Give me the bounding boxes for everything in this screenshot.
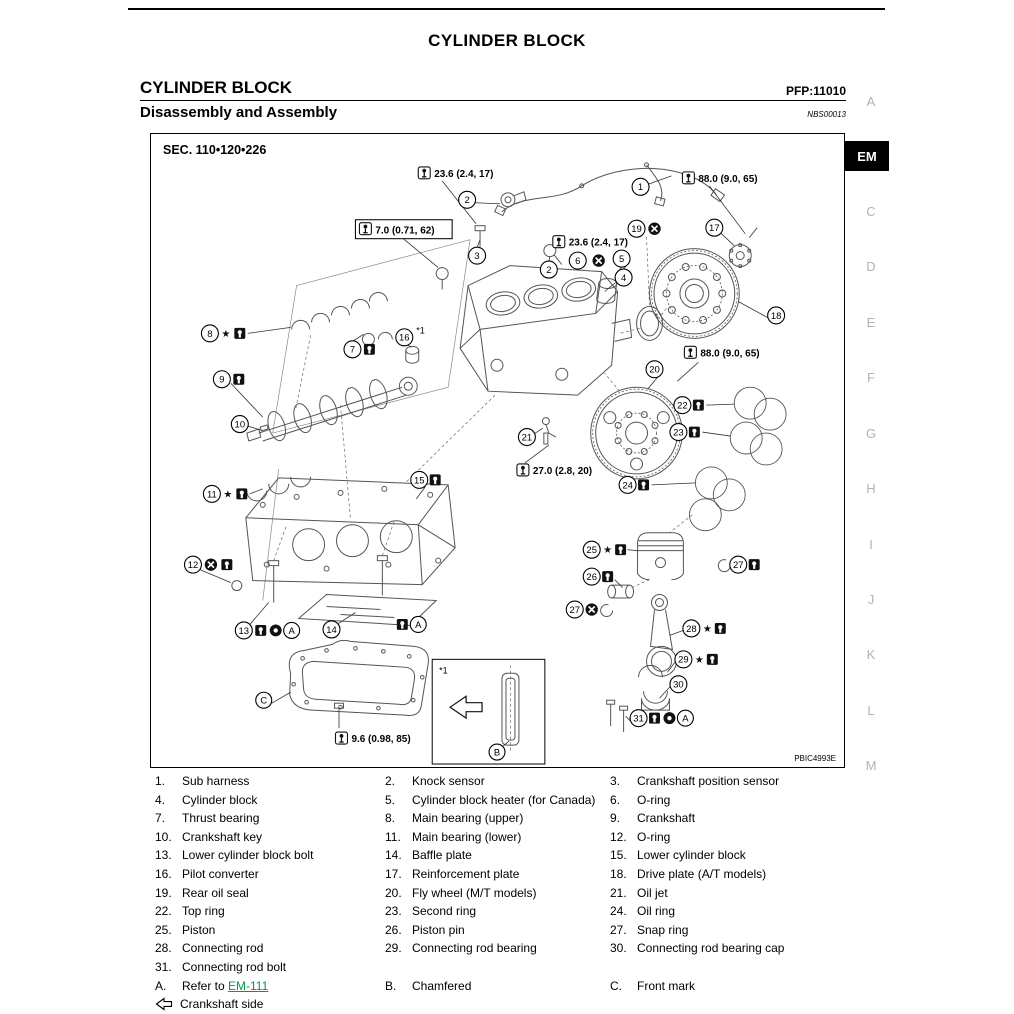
side-tab-i[interactable]: I [869,537,873,552]
star-icon: ★ [223,489,233,501]
callout-30 [670,676,687,693]
parts-list-item: 26. Piston pin [385,922,465,937]
note-a: A. Refer to EM-111 [155,978,269,993]
rod-cap-art [642,698,670,710]
parts-list-item: 31. Connecting rod bolt [155,959,287,974]
torque-wrench-icon [517,464,529,476]
parts-list-item: 18. Drive plate (A/T models) [610,866,767,881]
callout-27b [566,601,583,618]
side-tab-e[interactable]: E [866,315,876,330]
parts-list-item: 1. Sub harness [155,774,250,788]
notes-row [155,977,855,996]
callout-14 [323,621,340,638]
subsection-header [140,104,846,121]
figure-code: PBIC4993E [794,754,836,763]
callout-18 [768,307,785,324]
oil-icon [615,544,626,555]
svg-text:7: 7 [349,344,356,356]
svg-text:22: 22 [677,400,688,412]
piston-pin-art [608,585,634,598]
rod-bolts-art [607,700,628,732]
callout-2 [459,191,476,208]
grease-icon [270,624,282,636]
parts-list-item: 15. Lower cylinder block [610,848,746,863]
callout-8 [201,325,218,342]
svg-text:4: 4 [620,272,627,284]
crankshaft-side-label: Crankshaft side [180,997,264,1012]
inset-footnote: *1 [439,665,448,676]
callout-6 [569,252,586,269]
callout-11 [203,485,220,502]
callout-7 [344,341,361,358]
oil-icon [707,654,718,665]
star-icon: ★ [603,545,613,557]
callout-23 [670,424,687,441]
oil-icon [221,559,232,570]
svg-text:B: B [493,747,501,759]
parts-list-item: 16. Pilot converter [155,866,259,881]
svg-text:30: 30 [673,679,684,691]
grease-icon [663,712,675,724]
callout-12 [184,556,201,573]
parts-list-item: 4. Cylinder block [155,792,258,807]
parts-list-item: 27. Snap ring [610,922,689,937]
parts-list-item: 29. Connecting rod bearing [385,941,537,956]
crankshaft-side-note [155,995,855,1014]
note-a-text: Refer to [182,978,229,993]
side-tab-em-active[interactable]: EM [845,141,889,171]
page-header-title: CYLINDER BLOCK [428,31,586,50]
torque-wrench-icon [553,236,565,248]
svg-text:14: 14 [326,624,337,636]
svg-text:26: 26 [586,571,597,583]
parts-list-item: 14. Baffle plate [385,848,472,863]
svg-text:2: 2 [464,195,470,207]
callout-1 [632,178,649,195]
parts-list-item: 13. Lower cylinder block bolt [155,848,314,863]
doc-code: NBS00013 [807,110,846,119]
parts-list-item: 12. O-ring [610,829,671,844]
callout-24 [619,476,636,493]
oil-icon [364,344,375,355]
callout-5 [613,250,630,267]
side-tab-a[interactable]: A [866,94,876,109]
svg-text:15: 15 [413,475,425,487]
note-b: B. Chamfered [385,978,472,993]
replace-icon [205,558,217,570]
torque-wrench-icon [684,346,696,358]
side-tab-k[interactable]: K [866,647,876,662]
torque-label-2 [682,172,757,185]
connecting-rod-art [647,595,677,677]
svg-text:C: C [260,695,268,707]
callout-9 [213,371,230,388]
svg-text:29: 29 [678,654,689,666]
o-ring-art [232,581,242,591]
callout-28 [683,620,700,637]
callout-20 [646,361,663,378]
footnote-ref: *1 [416,325,425,336]
parts-list-item: 22. Top ring [155,904,225,919]
replace-icon [586,603,598,615]
sec-label: SEC. 110•120•226 [163,143,267,157]
torque-label-7 [336,732,411,745]
torque-label-6 [517,464,592,477]
parts-list-item: 8. Main bearing (upper) [385,811,524,826]
callout-19 [628,220,645,237]
parts-list-item: 24. Oil ring [610,904,676,919]
note-c: C. Front mark [610,978,696,993]
svg-text:13: 13 [238,625,250,637]
note-a-marker [677,710,693,726]
sub-harness-art [495,163,725,216]
parts-list [155,772,855,1014]
exploded-diagram-figure [150,133,845,768]
lower-block-bolts-art [269,556,388,603]
side-tab-h[interactable]: H [866,481,876,496]
parts-list-item: 21. Oil jet [610,885,668,900]
piston-rings-art [689,387,786,531]
side-tab-f[interactable]: F [867,370,875,385]
sensor-bolt-art [475,226,485,247]
drive-plate-art [650,249,740,339]
parts-list-item: 5. Cylinder block heater (for Canada) [385,792,596,807]
note-a-marker [284,622,300,638]
callout-29 [675,651,692,668]
svg-text:16: 16 [399,332,410,344]
lower-pan-art [289,640,428,715]
star-icon: ★ [221,328,231,340]
callout-26 [583,568,600,585]
oil-icon [749,559,760,570]
crankshaft-side-arrow-icon [155,997,173,1011]
callout-27 [730,556,747,573]
oil-icon [236,488,247,499]
section-title: CYLINDER BLOCK [140,78,293,97]
note-b-marker [489,744,505,760]
svg-text:23.6 (2.4, 17): 23.6 (2.4, 17) [434,168,494,180]
parts-list-item: 19. Rear oil seal [155,885,249,900]
svg-text:2: 2 [546,264,552,276]
star-icon: ★ [694,654,704,666]
callout-2b [540,261,557,278]
parts-list-item: 2. Knock sensor [385,774,485,788]
svg-text:6: 6 [575,255,581,267]
oil-icon [233,374,244,385]
side-tab-l[interactable]: L [867,703,875,718]
parts-list-item: 17. Reinforcement plate [385,866,520,881]
snap-ring-art [718,560,730,572]
torque-label-5 [684,346,759,359]
parts-list-item: 9. Crankshaft [610,811,696,826]
page-top-rule [128,8,885,10]
side-tab-j[interactable]: J [867,592,875,607]
torque-wrench-icon [359,223,371,235]
reinforcement-plate-art [729,228,757,268]
svg-text:11: 11 [206,489,217,501]
svg-text:23.6 (2.4, 17): 23.6 (2.4, 17) [568,237,628,249]
side-tab-c[interactable]: C [866,204,876,219]
oil-jet-art [542,418,555,444]
parts-list-item: 7. Thrust bearing [155,811,260,826]
svg-text:27.0 (2.8, 20): 27.0 (2.8, 20) [532,465,593,477]
svg-text:A: A [682,713,689,725]
oil-icon [693,400,704,411]
side-tab-d[interactable]: D [866,259,876,274]
inset-detail-box [432,659,545,764]
main-bearings-lower-art [247,477,311,501]
oil-icon [430,474,441,485]
svg-text:28: 28 [686,623,697,635]
svg-text:3: 3 [474,251,480,263]
svg-text:25: 25 [586,545,597,557]
svg-text:88.0 (9.0, 65): 88.0 (9.0, 65) [698,173,758,185]
svg-text:7.0 (0.71, 62): 7.0 (0.71, 62) [375,225,435,237]
parts-list-item: 23. Second ring [385,904,477,919]
svg-text:27: 27 [732,560,744,572]
callout-13 [235,622,252,639]
svg-text:24: 24 [622,480,633,492]
crankshaft-art [247,377,417,442]
svg-text:9: 9 [219,374,225,386]
knock-sensor-art [501,192,526,207]
oil-icon [689,427,700,438]
svg-text:21: 21 [521,432,533,444]
pfp-code: PFP:11010 [785,84,846,98]
parts-list-item: 20. Fly wheel (M/T models) [385,885,537,900]
oil-icon [255,625,266,636]
svg-text:31: 31 [633,713,644,725]
parts-list-item: 6. O-ring [610,792,671,807]
callout-10 [231,416,248,433]
svg-text:A: A [415,619,422,631]
parts-list-item: 10. Crankshaft key [155,829,263,844]
torque-wrench-icon [418,167,430,179]
callout-3 [469,247,486,264]
callout-22 [674,397,691,414]
parts-list-item: 11. Main bearing (lower) [385,829,522,844]
parts-list-item: 25. Piston [155,922,216,937]
oil-icon [715,623,726,634]
star-icon: ★ [702,623,712,635]
snap-ring-art [601,605,613,617]
callout-31 [630,710,647,727]
svg-text:1: 1 [637,182,644,194]
oil-icon [638,479,649,490]
svg-text:12: 12 [187,560,199,572]
svg-text:23: 23 [673,427,684,439]
parts-list-item: 28. Connecting rod [155,941,264,956]
torque-wrench-icon [682,172,694,184]
parts-list-item: 3. Crankshaft position sensor [610,774,780,788]
parts-list-item: 30. Connecting rod bearing cap [610,941,785,956]
em-111-link[interactable]: EM-111 [228,978,269,993]
section-header [140,78,846,98]
torque-label-4 [553,236,628,249]
callout-17 [706,219,723,236]
svg-text:8: 8 [207,328,213,340]
oil-icon [234,328,245,339]
main-bearings-upper-art [292,292,393,345]
subsection-title: Disassembly and Assembly [140,104,338,121]
callout-25 [583,541,600,558]
replace-icon [648,223,660,235]
parts-grid [155,772,855,977]
svg-text:10: 10 [234,419,246,431]
svg-text:9.6 (0.98, 85): 9.6 (0.98, 85) [351,734,411,746]
svg-text:5: 5 [618,253,625,265]
note-a-marker [410,616,426,632]
callout-15 [411,471,428,488]
svg-text:20: 20 [649,364,660,376]
oil-icon [649,713,660,724]
side-tab-g[interactable]: G [865,426,877,441]
svg-text:19: 19 [631,224,642,236]
torque-label-1 [418,167,493,180]
svg-text:27: 27 [569,604,581,616]
callout-16 [396,329,413,346]
exploded-diagram [151,134,844,767]
svg-text:17: 17 [709,223,720,235]
callout-21 [518,429,535,446]
cylinder-block-art [460,266,631,396]
flywheel-art [591,387,683,479]
svg-text:18: 18 [770,310,782,322]
side-tab-m[interactable]: M [865,758,877,773]
oil-icon [397,619,408,630]
piston-art [638,533,684,580]
svg-text:A: A [288,625,295,637]
callout-4 [615,269,632,286]
replace-icon [592,254,604,266]
pilot-converter-art [406,346,419,363]
torque-wrench-icon [336,732,348,744]
section-rule [140,100,846,101]
svg-text:88.0 (9.0, 65): 88.0 (9.0, 65) [700,348,760,360]
oil-icon [602,571,613,582]
torque-label-3 [355,220,452,239]
note-c-marker [256,692,272,708]
